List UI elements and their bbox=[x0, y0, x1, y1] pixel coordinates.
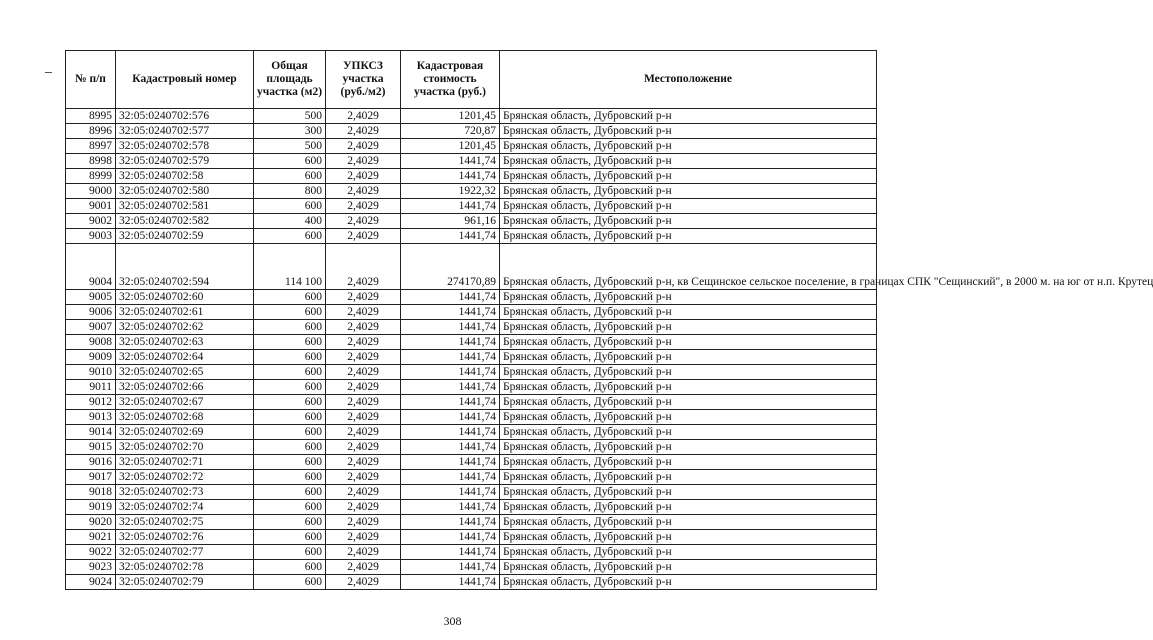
cell-cadastral-cost: 1922,32 bbox=[401, 184, 500, 199]
cell-area: 600 bbox=[254, 515, 326, 530]
table-row bbox=[66, 335, 877, 350]
table-row bbox=[66, 515, 877, 530]
cell-location: Брянская область, Дубровский р-н bbox=[500, 530, 877, 545]
table-row bbox=[66, 305, 877, 320]
cell-number: 9020 bbox=[66, 515, 116, 530]
cell-cadastral-number: 32:05:0240702:75 bbox=[116, 515, 254, 530]
cell-number: 9004 bbox=[66, 244, 116, 290]
header-location: Местоположение bbox=[500, 51, 877, 109]
cell-area: 600 bbox=[254, 530, 326, 545]
table-row bbox=[66, 139, 877, 154]
cell-number: 9007 bbox=[66, 320, 116, 335]
cell-location: Брянская область, Дубровский р-н bbox=[500, 290, 877, 305]
cell-area: 400 bbox=[254, 214, 326, 229]
cell-cadastral-number: 32:05:0240702:76 bbox=[116, 530, 254, 545]
cell-number: 9015 bbox=[66, 440, 116, 455]
cell-location: Брянская область, Дубровский р-н bbox=[500, 560, 877, 575]
cell-upksz: 2,4029 bbox=[326, 109, 401, 124]
cell-cadastral-number: 32:05:0240702:61 bbox=[116, 305, 254, 320]
cell-number: 9018 bbox=[66, 485, 116, 500]
table-row bbox=[66, 395, 877, 410]
cell-cadastral-cost: 1441,74 bbox=[401, 545, 500, 560]
table-row bbox=[66, 530, 877, 545]
cell-number: 9001 bbox=[66, 199, 116, 214]
cell-upksz: 2,4029 bbox=[326, 425, 401, 440]
cell-location: Брянская область, Дубровский р-н bbox=[500, 139, 877, 154]
cell-location: Брянская область, Дубровский р-н bbox=[500, 455, 877, 470]
cell-area: 600 bbox=[254, 350, 326, 365]
cell-cadastral-number: 32:05:0240702:576 bbox=[116, 109, 254, 124]
cell-cadastral-number: 32:05:0240702:578 bbox=[116, 139, 254, 154]
cell-cadastral-cost: 961,16 bbox=[401, 214, 500, 229]
table-row bbox=[66, 380, 877, 395]
cell-location: Брянская область, Дубровский р-н bbox=[500, 515, 877, 530]
cell-upksz: 2,4029 bbox=[326, 455, 401, 470]
table-row bbox=[66, 545, 877, 560]
cell-cadastral-number: 32:05:0240702:581 bbox=[116, 199, 254, 214]
cell-area: 300 bbox=[254, 124, 326, 139]
cell-upksz: 2,4029 bbox=[326, 470, 401, 485]
cell-number: 9011 bbox=[66, 380, 116, 395]
cell-upksz: 2,4029 bbox=[326, 169, 401, 184]
cell-upksz: 2,4029 bbox=[326, 229, 401, 244]
cell-area: 800 bbox=[254, 184, 326, 199]
page-number: 308 bbox=[443, 614, 462, 628]
header-area: Общая площадь участка (м2) bbox=[254, 51, 326, 109]
cell-cadastral-number: 32:05:0240702:59 bbox=[116, 229, 254, 244]
table-row bbox=[66, 229, 877, 244]
cell-cadastral-cost: 1441,74 bbox=[401, 320, 500, 335]
cell-location: Брянская область, Дубровский р-н bbox=[500, 470, 877, 485]
table-body bbox=[66, 109, 1153, 590]
cell-cadastral-cost: 1441,74 bbox=[401, 154, 500, 169]
cell-cadastral-number: 32:05:0240702:577 bbox=[116, 124, 254, 139]
table-row bbox=[66, 290, 877, 305]
cell-location: Брянская область, Дубровский р-н bbox=[500, 214, 877, 229]
table-row bbox=[66, 184, 877, 199]
cell-location: Брянская область, Дубровский р-н bbox=[500, 184, 877, 199]
cell-upksz: 2,4029 bbox=[326, 380, 401, 395]
cell-location: Брянская область, Дубровский р-н bbox=[500, 485, 877, 500]
table-row bbox=[66, 485, 877, 500]
cell-upksz: 2,4029 bbox=[326, 124, 401, 139]
cell-location: Брянская область, Дубровский р-н bbox=[500, 545, 877, 560]
cell-number: 9023 bbox=[66, 560, 116, 575]
cell-upksz: 2,4029 bbox=[326, 320, 401, 335]
cell-cadastral-cost: 1441,74 bbox=[401, 365, 500, 380]
cell-upksz: 2,4029 bbox=[326, 485, 401, 500]
cell-upksz: 2,4029 bbox=[326, 575, 401, 590]
cell-cadastral-cost: 1441,74 bbox=[401, 305, 500, 320]
cell-cadastral-number: 32:05:0240702:594 bbox=[116, 244, 254, 290]
cell-location: Брянская область, Дубровский р-н bbox=[500, 395, 877, 410]
cell-number: 9006 bbox=[66, 305, 116, 320]
cell-area: 600 bbox=[254, 229, 326, 244]
cell-cadastral-cost: 1441,74 bbox=[401, 530, 500, 545]
cell-area: 114 100 bbox=[254, 244, 326, 290]
cell-location: Брянская область, Дубровский р-н bbox=[500, 380, 877, 395]
cell-area: 600 bbox=[254, 455, 326, 470]
cell-upksz: 2,4029 bbox=[326, 560, 401, 575]
cell-cadastral-cost: 1441,74 bbox=[401, 425, 500, 440]
table-row bbox=[66, 214, 877, 229]
cell-area: 600 bbox=[254, 470, 326, 485]
cell-cadastral-number: 32:05:0240702:68 bbox=[116, 410, 254, 425]
cell-cadastral-cost: 1441,74 bbox=[401, 395, 500, 410]
cell-upksz: 2,4029 bbox=[326, 290, 401, 305]
cadastral-table bbox=[65, 50, 1153, 590]
cell-number: 9017 bbox=[66, 470, 116, 485]
cell-cadastral-cost: 1441,74 bbox=[401, 485, 500, 500]
cell-location: Брянская область, Дубровский р-н bbox=[500, 229, 877, 244]
cell-cadastral-number: 32:05:0240702:74 bbox=[116, 500, 254, 515]
cell-location: Брянская область, Дубровский р-н bbox=[500, 335, 877, 350]
cell-area: 600 bbox=[254, 290, 326, 305]
cell-number: 9000 bbox=[66, 184, 116, 199]
table-header-row bbox=[66, 51, 877, 109]
cell-area: 600 bbox=[254, 395, 326, 410]
cell-upksz: 2,4029 bbox=[326, 184, 401, 199]
table-row bbox=[66, 320, 877, 335]
cell-cadastral-cost: 1441,74 bbox=[401, 199, 500, 214]
cell-cadastral-cost: 1441,74 bbox=[401, 169, 500, 184]
cell-area: 600 bbox=[254, 440, 326, 455]
cell-cadastral-number: 32:05:0240702:58 bbox=[116, 169, 254, 184]
cell-area: 600 bbox=[254, 335, 326, 350]
cell-number: 9003 bbox=[66, 229, 116, 244]
cell-location: Брянская область, Дубровский р-н bbox=[500, 500, 877, 515]
cell-cadastral-number: 32:05:0240702:62 bbox=[116, 320, 254, 335]
cell-location: Брянская область, Дубровский р-н bbox=[500, 425, 877, 440]
cell-location: Брянская область, Дубровский р-н bbox=[500, 124, 877, 139]
cell-cadastral-number: 32:05:0240702:67 bbox=[116, 395, 254, 410]
cell-cadastral-number: 32:05:0240702:66 bbox=[116, 380, 254, 395]
cell-cadastral-number: 32:05:0240702:71 bbox=[116, 455, 254, 470]
cell-cadastral-cost: 274170,89 bbox=[401, 244, 500, 290]
table-row bbox=[66, 575, 877, 590]
cell-upksz: 2,4029 bbox=[326, 335, 401, 350]
cell-cadastral-cost: 1441,74 bbox=[401, 560, 500, 575]
cell-cadastral-cost: 1441,74 bbox=[401, 500, 500, 515]
cell-cadastral-number: 32:05:0240702:69 bbox=[116, 425, 254, 440]
cell-upksz: 2,4029 bbox=[326, 440, 401, 455]
cell-area: 600 bbox=[254, 485, 326, 500]
cell-cadastral-number: 32:05:0240702:64 bbox=[116, 350, 254, 365]
cell-number: 9009 bbox=[66, 350, 116, 365]
cell-cadastral-number: 32:05:0240702:73 bbox=[116, 485, 254, 500]
table-row bbox=[66, 455, 877, 470]
cell-upksz: 2,4029 bbox=[326, 395, 401, 410]
cell-location: Брянская область, Дубровский р-н bbox=[500, 440, 877, 455]
header-cadastral-number: Кадастровый номер bbox=[116, 51, 254, 109]
cell-upksz: 2,4029 bbox=[326, 365, 401, 380]
table-row bbox=[66, 470, 877, 485]
cell-number: 9008 bbox=[66, 335, 116, 350]
cell-cadastral-cost: 1201,45 bbox=[401, 109, 500, 124]
table-row bbox=[66, 410, 877, 425]
table-row bbox=[66, 169, 877, 184]
cell-upksz: 2,4029 bbox=[326, 515, 401, 530]
cell-number: 8998 bbox=[66, 154, 116, 169]
cell-cadastral-number: 32:05:0240702:582 bbox=[116, 214, 254, 229]
cell-number: 9021 bbox=[66, 530, 116, 545]
cell-cadastral-cost: 1441,74 bbox=[401, 380, 500, 395]
cell-location: Брянская область, Дубровский р-н bbox=[500, 410, 877, 425]
cell-cadastral-number: 32:05:0240702:78 bbox=[116, 560, 254, 575]
cell-location: Брянская область, Дубровский р-н bbox=[500, 169, 877, 184]
cell-upksz: 2,4029 bbox=[326, 139, 401, 154]
cell-upksz: 2,4029 bbox=[326, 244, 401, 290]
table-row bbox=[66, 154, 877, 169]
cell-number: 9024 bbox=[66, 575, 116, 590]
cell-cadastral-cost: 1201,45 bbox=[401, 139, 500, 154]
margin-mark bbox=[45, 72, 52, 73]
cell-location: Брянская область, Дубровский р-н, кв Сещинское сельское поселение, в границах СПК "Сещинский", в 2000 м. на юг от н.п. Крутец bbox=[500, 244, 877, 290]
cell-number: 9012 bbox=[66, 395, 116, 410]
cell-area: 600 bbox=[254, 320, 326, 335]
cell-number: 8996 bbox=[66, 124, 116, 139]
cell-cadastral-number: 32:05:0240702:70 bbox=[116, 440, 254, 455]
table-row bbox=[66, 350, 877, 365]
cell-cadastral-cost: 1441,74 bbox=[401, 335, 500, 350]
header-number: № п/п bbox=[66, 51, 116, 109]
table-row bbox=[66, 425, 877, 440]
cell-area: 600 bbox=[254, 560, 326, 575]
cell-cadastral-cost: 1441,74 bbox=[401, 290, 500, 305]
cell-cadastral-cost: 1441,74 bbox=[401, 455, 500, 470]
cell-location: Брянская область, Дубровский р-н bbox=[500, 109, 877, 124]
cell-cadastral-number: 32:05:0240702:60 bbox=[116, 290, 254, 305]
cell-location: Брянская область, Дубровский р-н bbox=[500, 350, 877, 365]
cell-area: 500 bbox=[254, 109, 326, 124]
cell-cadastral-cost: 1441,74 bbox=[401, 410, 500, 425]
cell-cadastral-cost: 1441,74 bbox=[401, 350, 500, 365]
cell-cadastral-number: 32:05:0240702:72 bbox=[116, 470, 254, 485]
cell-area: 600 bbox=[254, 425, 326, 440]
cell-cadastral-cost: 1441,74 bbox=[401, 575, 500, 590]
cell-number: 9016 bbox=[66, 455, 116, 470]
cell-area: 600 bbox=[254, 199, 326, 214]
header-upksz: УПКСЗ участка (руб./м2) bbox=[326, 51, 401, 109]
cell-number: 8997 bbox=[66, 139, 116, 154]
cell-number: 9014 bbox=[66, 425, 116, 440]
cell-upksz: 2,4029 bbox=[326, 350, 401, 365]
cell-location: Брянская область, Дубровский р-н bbox=[500, 320, 877, 335]
cell-number: 9013 bbox=[66, 410, 116, 425]
cell-upksz: 2,4029 bbox=[326, 305, 401, 320]
cell-cadastral-cost: 1441,74 bbox=[401, 229, 500, 244]
cell-upksz: 2,4029 bbox=[326, 500, 401, 515]
cell-area: 500 bbox=[254, 139, 326, 154]
cell-area: 600 bbox=[254, 545, 326, 560]
cell-upksz: 2,4029 bbox=[326, 214, 401, 229]
cell-upksz: 2,4029 bbox=[326, 154, 401, 169]
cell-area: 600 bbox=[254, 169, 326, 184]
cell-number: 8999 bbox=[66, 169, 116, 184]
cell-cadastral-number: 32:05:0240702:580 bbox=[116, 184, 254, 199]
cell-cadastral-number: 32:05:0240702:579 bbox=[116, 154, 254, 169]
cell-location: Брянская область, Дубровский р-н bbox=[500, 365, 877, 380]
cell-cadastral-cost: 1441,74 bbox=[401, 470, 500, 485]
cell-cadastral-cost: 720,87 bbox=[401, 124, 500, 139]
cell-location: Брянская область, Дубровский р-н bbox=[500, 575, 877, 590]
header-cadastral-cost: Кадастровая стоимость участка (руб.) bbox=[401, 51, 500, 109]
cell-number: 9002 bbox=[66, 214, 116, 229]
cell-area: 600 bbox=[254, 380, 326, 395]
cell-area: 600 bbox=[254, 575, 326, 590]
table-row bbox=[66, 244, 877, 290]
cell-upksz: 2,4029 bbox=[326, 199, 401, 214]
cell-cadastral-number: 32:05:0240702:63 bbox=[116, 335, 254, 350]
table-row bbox=[66, 124, 877, 139]
cell-number: 9022 bbox=[66, 545, 116, 560]
cell-area: 600 bbox=[254, 410, 326, 425]
cell-area: 600 bbox=[254, 154, 326, 169]
table-row bbox=[66, 365, 877, 380]
cell-number: 9010 bbox=[66, 365, 116, 380]
cell-upksz: 2,4029 bbox=[326, 530, 401, 545]
cell-area: 600 bbox=[254, 365, 326, 380]
cell-cadastral-number: 32:05:0240702:77 bbox=[116, 545, 254, 560]
cell-number: 8995 bbox=[66, 109, 116, 124]
cell-location: Брянская область, Дубровский р-н bbox=[500, 305, 877, 320]
cell-cadastral-number: 32:05:0240702:65 bbox=[116, 365, 254, 380]
cell-cadastral-number: 32:05:0240702:79 bbox=[116, 575, 254, 590]
cell-area: 600 bbox=[254, 500, 326, 515]
cell-number: 9005 bbox=[66, 290, 116, 305]
table-row bbox=[66, 440, 877, 455]
cell-location: Брянская область, Дубровский р-н bbox=[500, 199, 877, 214]
table-row bbox=[66, 500, 877, 515]
table-row bbox=[66, 560, 877, 575]
table-row bbox=[66, 109, 877, 124]
cell-upksz: 2,4029 bbox=[326, 545, 401, 560]
cell-location: Брянская область, Дубровский р-н bbox=[500, 154, 877, 169]
cell-number: 9019 bbox=[66, 500, 116, 515]
cell-area: 600 bbox=[254, 305, 326, 320]
cell-cadastral-cost: 1441,74 bbox=[401, 515, 500, 530]
cell-cadastral-cost: 1441,74 bbox=[401, 440, 500, 455]
table-row bbox=[66, 199, 877, 214]
cell-upksz: 2,4029 bbox=[326, 410, 401, 425]
